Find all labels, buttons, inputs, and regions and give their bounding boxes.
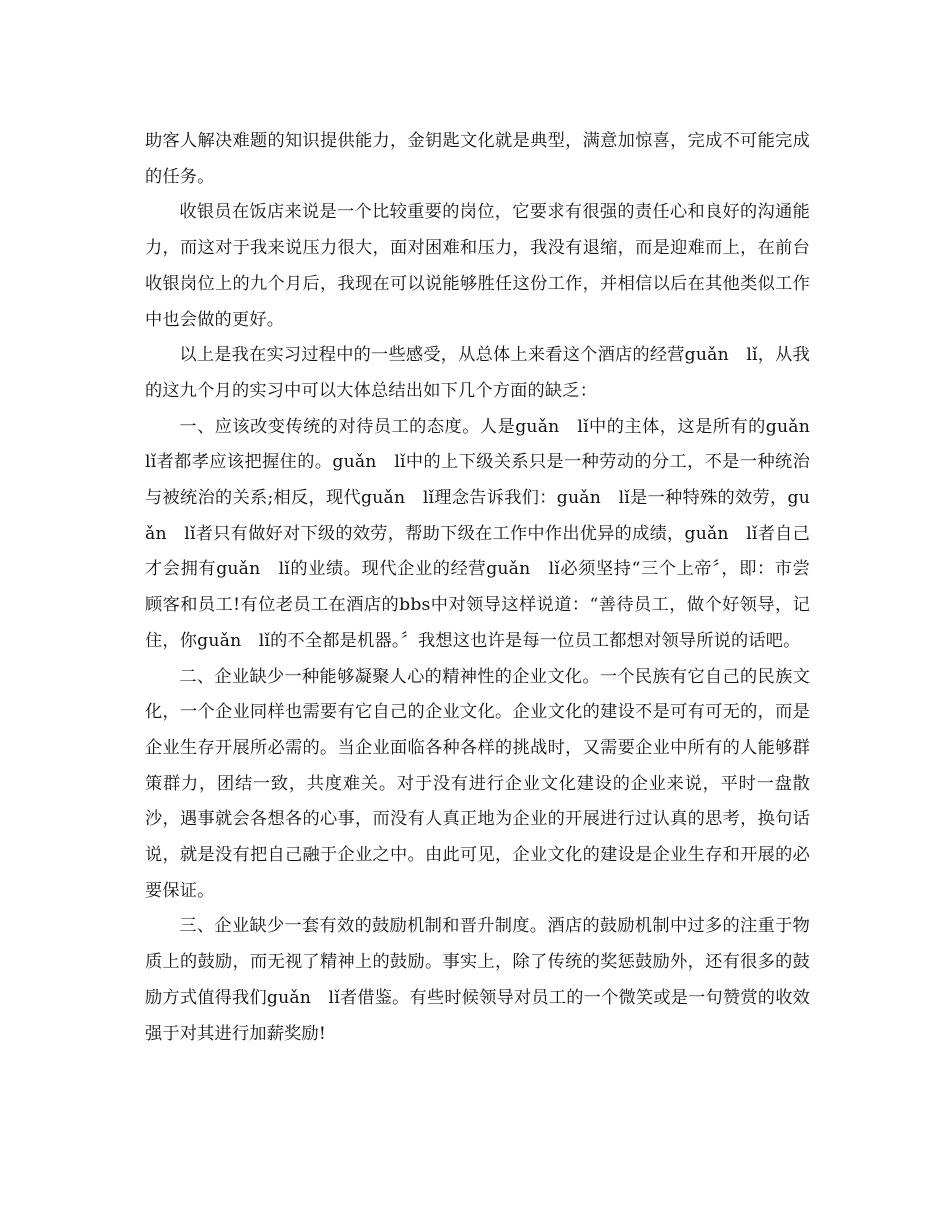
- paragraph-continuation: 助客人解决难题的知识提供能力，金钥匙文化就是典型，满意加惊喜，完成不可能完成的任务。: [145, 131, 810, 187]
- paragraph-point-two: 二、企业缺少一种能够凝聚人心的精神性的企业文化。一个民族有它自己的民族文化，一个企业同样也需要有它自己的企业文化。企业文化的建设不是可有可无的，而是企业生存开展所必需的。当企业面临各种各样的挑战时，又需要企业中所有的人能够群策群力，团结一致，共度难关。对于没有进行企业文化建设的企业来说，平时一盘散沙，遇事就会各想各的心事，而没有人真正地为企业的开展进行过认真的思考，换句话说，就是没有把自己融于企业之中。由此可见，企业文化的建设是企业生存和开展的必要保证。: [145, 666, 810, 901]
- paragraph-summary-intro: 以上是我在实习过程中的一些感受，从总体上来看这个酒店的经营guǎn lǐ，从我的这九个月的实习中可以大体总结出如下几个方面的缺乏：: [145, 345, 810, 401]
- paragraph-point-three: 三、企业缺少一套有效的鼓励机制和晋升制度。酒店的鼓励机制中过多的注重于物质上的鼓励，而无视了精神上的鼓励。事实上，除了传统的奖惩鼓励外，还有很多的鼓励方式值得我们guǎn lǐ者借鉴。有些时候领导对员工的一个微笑或是一句赞赏的收效强于对其进行加薪奖励!: [145, 916, 810, 1044]
- document-page: [145, 124, 828, 1052]
- paragraph-point-one: 一、应该改变传统的对待员工的态度。人是guǎn lǐ中的主体，这是所有的guǎn lǐ者都孝应该把握住的。guǎn lǐ中的上下级关系只是一种劳动的分工，不是一种统治与被统治的关系;相反，现代guǎn lǐ理念告诉我们：guǎn lǐ是一种特殊的效劳，guǎn lǐ者只有做好对下级的效劳，帮助下级在工作中作出优异的成绩，guǎn lǐ者自己才会拥有guǎn lǐ的业绩。现代企业的经营guǎn lǐ必须坚持“三个上帝〞，即：市尝顾客和员工!有位老员工在酒店的bbs中对领导这样说道：“善待员工，做个好领导，记住，你guǎn lǐ的不全都是机器。〞我想这也许是每一位员工都想对领导所说的话吧。: [145, 416, 828, 651]
- paragraph-cashier-role: 收银员在饭店来说是一个比较重要的岗位，它要求有很强的责任心和良好的沟通能力，而这对于我来说压力很大，面对困难和压力，我没有退缩，而是迎难而上，在前台收银岗位上的九个月后，我现在可以说能够胜任这份工作，并相信以后在其他类似工作中也会做的更好。: [145, 202, 810, 330]
